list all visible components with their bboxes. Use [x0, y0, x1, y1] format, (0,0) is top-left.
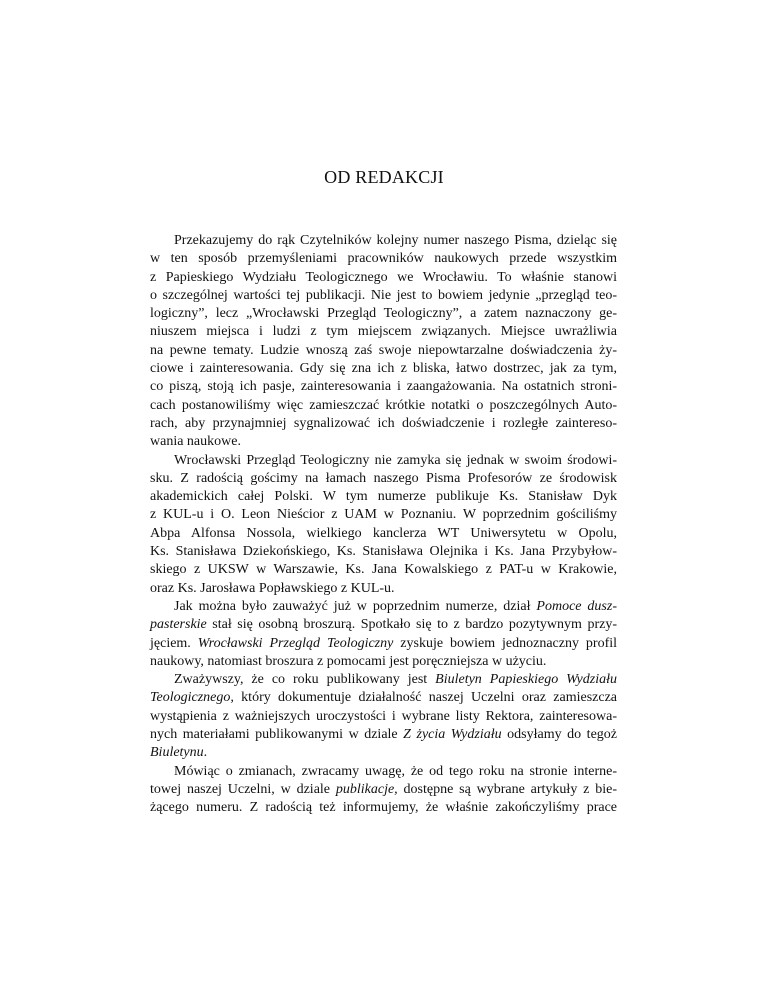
- italic-span: Z życia Wydziału: [403, 727, 502, 743]
- text-line: [150, 781, 617, 799]
- text-line: [150, 726, 617, 744]
- paragraph-4: [150, 671, 617, 762]
- italic-span: Biuletyn Papieskiego Wydziału: [435, 672, 617, 688]
- italic-span: Biuletynu: [150, 745, 204, 761]
- text-line: w ten sposób przemyśleniami pracowników naukowych przede wszystkim: [150, 251, 617, 267]
- text-line: Ks. Stanisława Dziekońskiego, Ks. Stanisława Olejnika i Ks. Jana Przybyłow-: [150, 544, 617, 560]
- text-span: który dokumentuje działalność naszej Uczelni oraz zamieszcza: [233, 690, 617, 706]
- text-line: z Papieskiego Wydziału Teologicznego we Wrocławiu. To właśnie stanowi: [150, 269, 617, 285]
- text-line: [150, 744, 617, 762]
- text-line: [150, 598, 617, 616]
- text-line: z KUL-u i O. Leon Nieścior z UAM w Poznaniu. W poprzednim gościliśmy: [150, 507, 617, 523]
- text-line: ciowe i zainteresowania. Gdy się zna ich z bliska, łatwo dostrzec, jak za tym,: [150, 361, 617, 377]
- italic-span: pasterskie: [150, 617, 207, 633]
- text-line: [150, 671, 617, 689]
- paragraph-5: [150, 763, 617, 818]
- text-line: niuszem miejsca i ludzi z tym miejscem związanych. Miejsce uwrażliwia: [150, 324, 617, 340]
- text-span: towej naszej Uczelni, w dziale: [150, 781, 336, 797]
- text-span: Zważywszy, że co roku publikowany jest: [174, 672, 436, 688]
- text-line: [150, 635, 617, 653]
- italic-span: Pomoce dusz-: [536, 598, 617, 614]
- text-line: co piszą, stoją ich pasje, zainteresowania i zaangażowania. Na ostatnich stroni-: [150, 379, 617, 395]
- text-line: cach postanowiliśmy więc zamieszczać krótkie notatki o poszczególnych Auto-: [150, 397, 617, 413]
- text-span: nych materiałami publikowanymi w dziale: [150, 727, 404, 743]
- text-line: sku. Z radością gościmy na łamach naszego Pisma Profesorów ze środowisk: [150, 470, 617, 486]
- text-line: rach, aby przynajmniej sygnalizować ich doświadczenie i rozległe zaintereso-: [150, 415, 617, 431]
- italic-span: Wrocławski Przegląd Teologiczny: [197, 635, 394, 651]
- text-line: żącego numeru. Z radością też informujemy, że właśnie zakończyliśmy prace: [150, 800, 617, 816]
- text-line: Przekazujemy do rąk Czytelników kolejny numer naszego Pisma, dzieląc się: [174, 233, 617, 248]
- text-line: wystąpienia z ważniejszych uroczystości i wybrane listy Rektora, zainteresowa-: [150, 708, 617, 724]
- text-line: naukowy, natomiast broszura z pomocami jest poręczniejsza w użyciu.: [150, 653, 547, 669]
- editorial-text: [150, 232, 617, 818]
- text-line: oraz Ks. Jarosława Popławskiego z KUL-u.: [150, 580, 395, 596]
- text-line: akademickich całej Polski. W tym numerze publikuje Ks. Stanisław Dyk: [150, 489, 617, 505]
- text-line: na pewne tematy. Ludzie wnoszą zaś swoje niepowtarzalne doświadczenia ży-: [150, 342, 617, 358]
- text-span: odsyłamy do tegoż: [501, 727, 617, 743]
- page-title: OD REDAKCJI: [324, 167, 444, 187]
- text-line: wania naukowe.: [150, 434, 241, 450]
- text-line: skiego z UKSW w Warszawie, Ks. Jana Kowalskiego z PAT-u w Krakowie,: [150, 562, 617, 578]
- text-line: logiczny”, lecz „Wrocławski Przegląd Teologiczny”, a zatem naznaczony ge-: [150, 306, 617, 322]
- italic-span: publikacje,: [335, 781, 398, 797]
- text-span: jęciem.: [150, 635, 198, 651]
- text-span: stał się osobną broszurą. Spotkało się to z bardzo pozytywnym przy-: [206, 617, 617, 633]
- text-line: Abpa Alfonsa Nossola, wielkiego kanclerza WT Uniwersytetu w Opolu,: [150, 525, 617, 541]
- paragraph-3: [150, 598, 617, 671]
- text-span: dostępne są wybrane artykuły z bie-: [397, 781, 617, 797]
- text-line: o szczególnej wartości tej publikacji. Nie jest to bowiem jedynie „przegląd teo-: [150, 287, 617, 303]
- text-span: Jak można było zauważyć już w poprzednim numerze, dział: [174, 598, 537, 614]
- paragraphs-1-2: [150, 232, 617, 598]
- text-span: zyskuje bowiem jednoznaczny profil: [393, 635, 618, 651]
- text-line: [150, 616, 617, 634]
- text-line: Mówiąc o zmianach, zwracamy uwagę, że od tego roku na stronie interne-: [174, 763, 617, 779]
- italic-span: Teologicznego,: [150, 690, 234, 706]
- text-line: [150, 689, 617, 707]
- text-span: .: [203, 745, 208, 761]
- text-line: Wrocławski Przegląd Teologiczny nie zamyka się jednak w swoim środowi-: [174, 452, 617, 468]
